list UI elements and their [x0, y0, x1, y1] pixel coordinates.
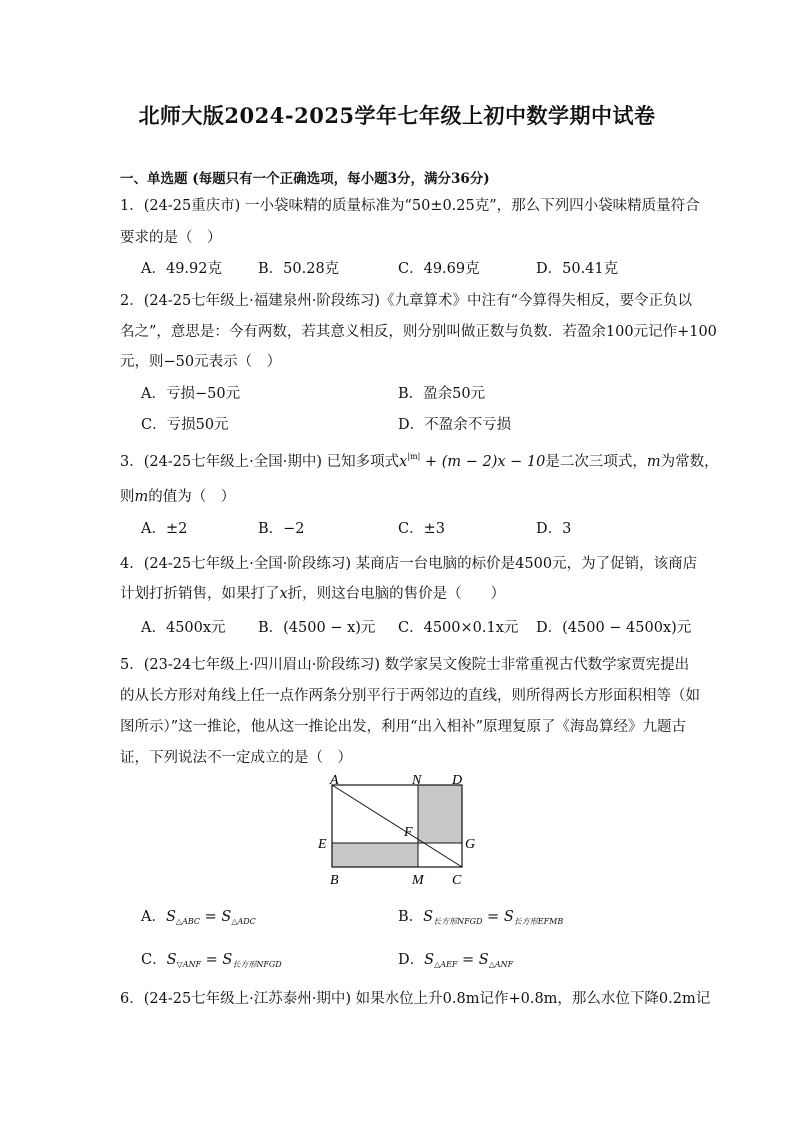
q5-option-c: C．$S_{▽ANF} = S_{长方形NFGD}$: [141, 952, 282, 969]
q5-option-b: B．$S_{长方形NFGD} = S_{长方形EFMB}$: [398, 909, 564, 926]
point-c: C: [452, 873, 462, 888]
q3-option-c: C．±3: [398, 521, 445, 537]
q4-option-b: B．(4500 − x)元: [258, 620, 376, 636]
q4-option-a: A．4500x元: [141, 620, 226, 636]
q5-option-d: D．$S_{\triangle AEF} = S_{\triangle ANF}$: [398, 952, 514, 969]
q4-line2: 计划打折销售，如果打了x折，则这台电脑的售价是（ ）: [120, 586, 506, 602]
point-b: B: [330, 873, 339, 888]
point-m: M: [412, 873, 424, 888]
q5-line1: 5．(23-24七年级上·四川眉山·阶段练习) 数学家吴文俊院士非常重视古代数学家贾宪提出: [120, 657, 690, 673]
q2-option-a: A．亏损−50元: [141, 386, 241, 402]
q3-option-d: D．3: [536, 521, 572, 537]
section-heading: 一、单选题 (每题只有一个正确选项，每小题3分，满分36分): [120, 171, 490, 187]
q5-line4: 证，下列说法不一定成立的是（ ）: [120, 750, 352, 766]
q6-line1: 6．(24-25七年级上·江苏泰州·期中) 如果水位上升0.8m记作+0.8m，那么水位下降0.2m记: [120, 991, 711, 1007]
point-d: D: [452, 774, 463, 788]
q4-option-c: C．4500×0.1x元: [398, 620, 519, 636]
q2-line1: 2．(24-25七年级上·福建泉州·阶段练习)《九章算术》中注有“今算得失相反，要令正负以: [120, 293, 692, 309]
shaded-rect-efmb: [332, 843, 418, 867]
point-f: F: [404, 825, 413, 840]
q5-line3: 图所示）”这一推论，他从这一推论出发，利用“出入相补”原理复原了《海岛算经》九题古: [120, 719, 686, 735]
point-a: A: [330, 774, 339, 788]
shaded-rect-nfgd: [418, 785, 462, 843]
q2-line3: 元，则−50元表示（ ）: [120, 354, 282, 370]
q5-line2: 的从长方形对角线上任一点作两条分别平行于两邻边的直线，则所得两长方形面积相等（如: [120, 688, 700, 704]
q2-option-b: B．盈余50元: [398, 386, 486, 402]
q1-line2: 要求的是（ ）: [120, 230, 222, 246]
q2-option-c: C．亏损50元: [141, 417, 229, 433]
exam-title: 北师大版2024-2025学年七年级上初中数学期中试卷: [138, 103, 656, 128]
q1-option-a: A．49.92克: [141, 261, 222, 277]
q5-option-a: A．$S_{\triangle ABC} = S_{\triangle ADC}$: [141, 909, 256, 926]
rectangle-diagram: [310, 774, 490, 890]
q1-line1: 1．(24-25重庆市) 一小袋味精的质量标准为“50±0.25克”，那么下列四小袋味精质量符合: [120, 198, 700, 214]
q3-line2: 则m的值为（ ）: [120, 489, 236, 505]
point-e: E: [318, 837, 327, 852]
point-g: G: [465, 837, 476, 852]
q2-option-d: D．不盈余不亏损: [398, 417, 512, 433]
q2-line2: 名之”，意思是：今有两数，若其意义相反，则分别叫做正数与负数．若盈余100元记作+100: [120, 324, 717, 340]
point-n: N: [412, 774, 422, 788]
q1-option-b: B．50.28克: [258, 261, 340, 277]
q1-option-d: D．50.41克: [536, 261, 619, 277]
q4-option-d: D．(4500 − 4500x)元: [536, 620, 692, 636]
q4-line1: 4．(24-25七年级上·全国·阶段练习) 某商店一台电脑的标价是4500元，为了促销，该商店: [120, 556, 698, 572]
q3-line1: 3．(24-25七年级上·全国·期中) 已知多项式$x^{|m|} + (m - 2)x - 10$是二次三项式，m为常数，: [120, 452, 719, 470]
q1-option-c: C．49.69克: [398, 261, 480, 277]
q3-option-b: B．−2: [258, 521, 305, 537]
q3-option-a: A．±2: [141, 521, 188, 537]
